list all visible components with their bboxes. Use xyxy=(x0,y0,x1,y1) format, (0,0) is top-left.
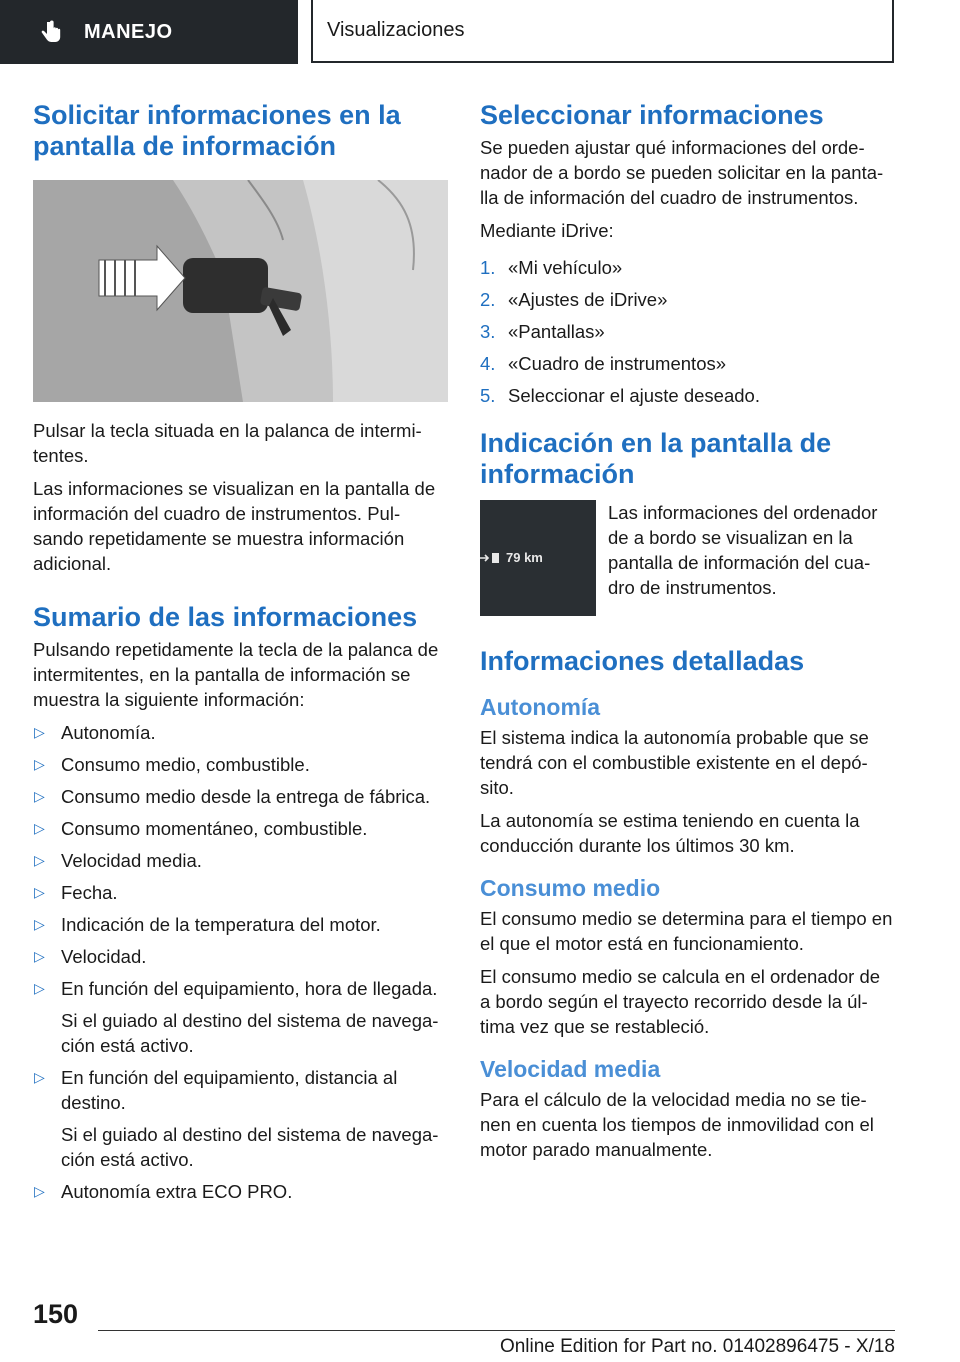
paragraph-autonomia-1: El sistema indica la autonomía probable que se tendrá con el combustible existente en el depó‐sito. xyxy=(480,727,869,798)
paragraph-ajustar: Se pueden ajustar qué informaciones del orde‐nador de a bordo se pueden solicitar en la panta‐lla de información del cuadro de instrumentos. xyxy=(480,137,884,208)
lever-image xyxy=(33,180,448,402)
display-example xyxy=(480,500,895,616)
section-tab xyxy=(0,0,298,64)
paragraph-autonomia-2: La autonomía se estima teniendo en cuenta la conducción durante los últimos 30 km. xyxy=(480,810,860,856)
list-item: ▷ Autonomía extra ECO PRO. xyxy=(34,1181,293,1202)
list-item: ▷ Consumo medio desde la entrega de fábrica. xyxy=(34,786,431,807)
heading-autonomia: Autonomía xyxy=(480,694,601,720)
heading-sumario: Sumario de las informaciones xyxy=(33,602,418,632)
right-column xyxy=(480,100,895,1170)
paragraph-consumo-1: El consumo medio se determina para el tiempo en el que el motor está en funcionamiento. xyxy=(480,908,893,954)
edition-note: Online Edition for Part no. 01402896475 - X/18 xyxy=(499,1336,895,1357)
heading-velocidad: Velocidad media xyxy=(480,1056,661,1082)
instrument-display xyxy=(480,500,596,616)
page-header xyxy=(0,0,960,66)
idrive-steps xyxy=(480,255,895,408)
triangle-bullet-icon: ▷ xyxy=(34,884,45,900)
triangle-bullet-icon: ▷ xyxy=(34,948,45,964)
footer-divider xyxy=(98,1330,895,1331)
step-item: 4. «Cuadro de instrumentos» xyxy=(480,353,727,374)
list-item: ▷ En función del equipamiento, distancia al destino. Si el guiado al destino del sistema de navega‐ción está activo. xyxy=(33,1065,448,1172)
list-item: ▷ Indicación de la temperatura del motor. xyxy=(34,914,381,935)
turn-signal-lever-illustration xyxy=(33,180,448,402)
display-description: Las informaciones del ordenador de a bordo se visualizan en la pantalla de información del cua‐dro de instrumentos. xyxy=(608,502,878,598)
step-item: 3. «Pantallas» xyxy=(480,321,605,342)
hand-icon xyxy=(38,19,64,45)
list-item: ▷ Velocidad media. xyxy=(34,850,202,871)
heading-solicitar: Solicitar informaciones en la pantalla de información xyxy=(33,100,401,161)
triangle-bullet-icon: ▷ xyxy=(34,820,45,836)
list-item: ▷ Velocidad. xyxy=(34,946,147,967)
range-arrow-icon xyxy=(480,551,502,565)
paragraph-consumo-2: El consumo medio se calcula en el ordenador de a bordo según el trayecto recorrido desde la úl‐tima vez que se restableció. xyxy=(480,966,881,1037)
navigation-note: Si el guiado al destino del sistema de navega‐ción está activo. xyxy=(61,1010,439,1056)
list-item: ▷ Consumo medio, combustible. xyxy=(34,754,310,775)
section-title: MANEJO xyxy=(84,20,173,43)
triangle-bullet-icon: ▷ xyxy=(34,852,45,868)
triangle-bullet-icon: ▷ xyxy=(34,1183,45,1199)
heading-consumo: Consumo medio xyxy=(480,875,661,901)
paragraph-velocidad: Para el cálculo de la velocidad media no se tie‐nen en cuenta los tiempos de inmovilidad con el motor parado manualmente. xyxy=(480,1089,874,1160)
left-column xyxy=(33,100,448,1211)
chapter-title: Visualizaciones xyxy=(327,19,465,41)
list-item: ▷ Autonomía. xyxy=(34,722,156,743)
paragraph-pulsar: Pulsar la tecla situada en la palanca de intermi‐tentes. xyxy=(33,420,422,466)
list-item: ▷ Fecha. xyxy=(34,882,118,903)
list-item: ▷ En función del equipamiento, hora de llegada. Si el guiado al destino del sistema de navega‐ción está activo. xyxy=(33,976,448,1058)
step-item: 2. «Ajustes de iDrive» xyxy=(480,289,668,310)
step-item: 1. «Mi vehículo» xyxy=(480,257,623,278)
paragraph-pulsando: Pulsando repetidamente la tecla de la palanca de intermitentes, en la pantalla de información se muestra la siguiente información: xyxy=(33,639,439,710)
navigation-note: Si el guiado al destino del sistema de navega‐ción está activo. xyxy=(61,1124,439,1170)
range-value: 79 km xyxy=(506,550,543,565)
page-number: 150 xyxy=(33,1299,79,1329)
list-item: ▷ Consumo momentáneo, combustible. xyxy=(34,818,368,839)
paragraph-idrive: Mediante iDrive: xyxy=(480,220,614,241)
info-bullet-list xyxy=(33,720,448,1204)
step-item: 5. Seleccionar el ajuste deseado. xyxy=(480,385,760,406)
paragraph-visualizan: Las informaciones se visualizan en la pantalla de información del cuadro de instrumentos. Pul‐sando repetidamente se muestra información adicional. xyxy=(33,478,436,574)
triangle-bullet-icon: ▷ xyxy=(34,788,45,804)
heading-detalladas: Informaciones detalladas xyxy=(480,646,805,676)
triangle-bullet-icon: ▷ xyxy=(34,724,45,740)
chapter-tab xyxy=(311,0,894,63)
triangle-bullet-icon: ▷ xyxy=(34,916,45,932)
heading-seleccionar: Seleccionar informaciones xyxy=(480,100,824,130)
triangle-bullet-icon: ▷ xyxy=(34,980,45,996)
triangle-bullet-icon: ▷ xyxy=(34,756,45,772)
heading-indicacion: Indicación en la pantalla de información xyxy=(480,428,832,489)
triangle-bullet-icon: ▷ xyxy=(34,1069,45,1085)
